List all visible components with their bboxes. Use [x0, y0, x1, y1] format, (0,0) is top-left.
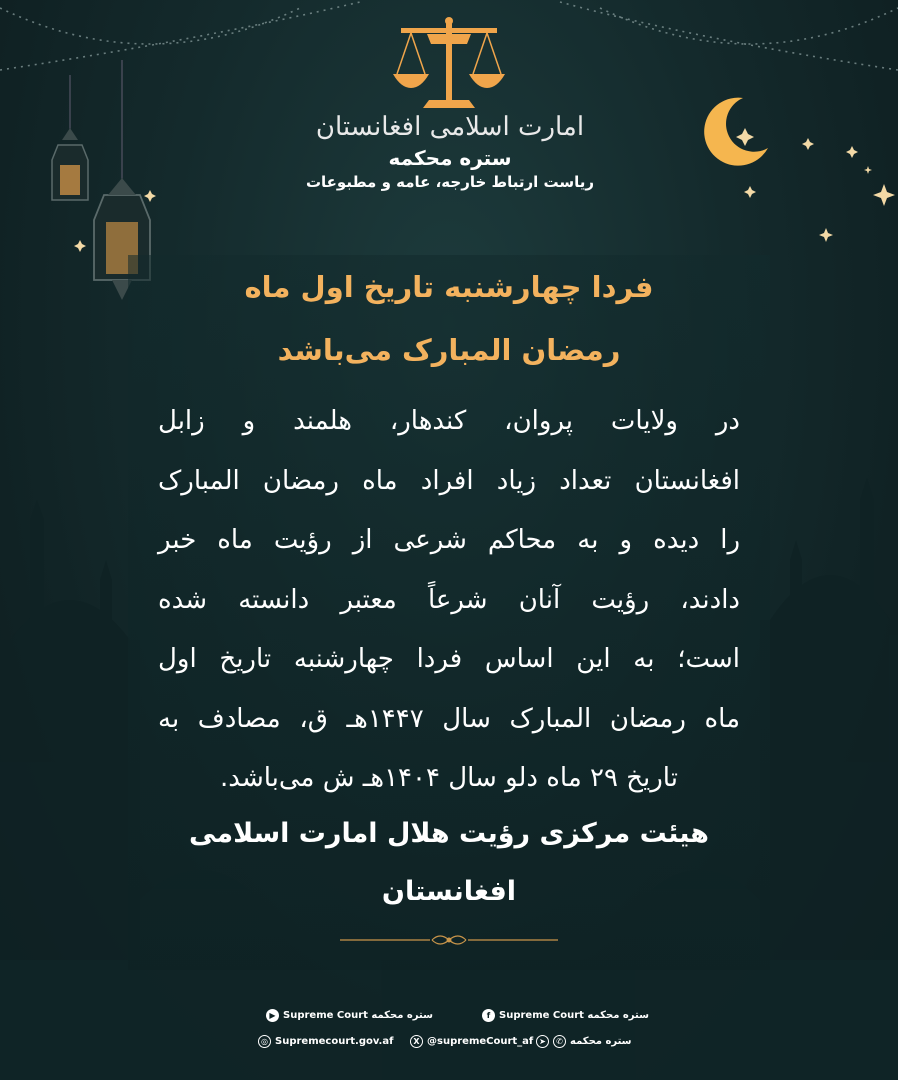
headline-line-2: رمضان المبارک می‌باشد — [277, 333, 621, 367]
signature-line-2: افغانستان — [381, 876, 517, 907]
court-name: ستره محکمه — [388, 146, 512, 170]
body-line: ماه رمضان المبارک سال ۱۴۴۷هـ ق، مصادف به — [158, 703, 740, 734]
youtube-link[interactable] — [266, 1009, 433, 1022]
announcement-body — [158, 392, 740, 809]
body-line: را دیده و به محاکم شرعی از رؤیت ماه خبر — [158, 525, 740, 555]
body-line: است؛ به این اساس فردا چهارشنبه تاریخ اول — [158, 644, 740, 674]
x-twitter-icon: X — [410, 1035, 423, 1048]
scales-of-justice-icon — [349, 14, 549, 114]
lantern-icon — [52, 75, 88, 200]
emirate-name: امارت اسلامی افغانستان — [315, 112, 585, 142]
department-name: ریاست ارتباط خارجه، عامه و مطبوعات — [305, 173, 595, 191]
body-line: دادند، رؤیت آنان شرعاً معتبر دانسته شده — [158, 584, 740, 615]
headline-line-1: فردا چهارشنبه تاریخ اول ماه — [244, 270, 654, 304]
x-twitter-link[interactable] — [410, 1035, 533, 1048]
decorative-divider — [340, 928, 558, 952]
signature-line-1: هیئت مرکزی رؤیت هلال امارت اسلامی — [189, 818, 709, 849]
youtube-label: ستره محکمه Supreme Court — [283, 1010, 433, 1021]
messaging-link[interactable] — [536, 1035, 632, 1048]
messaging-label: ستره محکمه — [570, 1036, 632, 1047]
facebook-link[interactable] — [482, 1009, 649, 1022]
body-line: افغانستان تعداد زیاد افراد ماه رمضان المبارک — [158, 465, 740, 496]
telegram-icon: ➤ — [536, 1035, 549, 1048]
globe-icon: ◎ — [258, 1035, 271, 1048]
website-link[interactable] — [258, 1035, 393, 1048]
website-url: Supremecourt.gov.af — [275, 1036, 394, 1047]
social-handle: @supremeCourt_af — [427, 1036, 534, 1047]
youtube-icon: ▶ — [266, 1009, 279, 1022]
body-line: تاریخ ۲۹ ماه دلو سال ۱۴۰۴هـ ش می‌باشد. — [220, 763, 678, 793]
whatsapp-icon: ✆ — [553, 1035, 566, 1048]
facebook-icon: f — [482, 1009, 495, 1022]
facebook-label: ستره محکمه Supreme Court — [499, 1010, 649, 1021]
crescent-moon-icon — [704, 98, 768, 166]
body-line: در ولایات پروان، کندهار، هلمند و زابل — [158, 406, 740, 436]
